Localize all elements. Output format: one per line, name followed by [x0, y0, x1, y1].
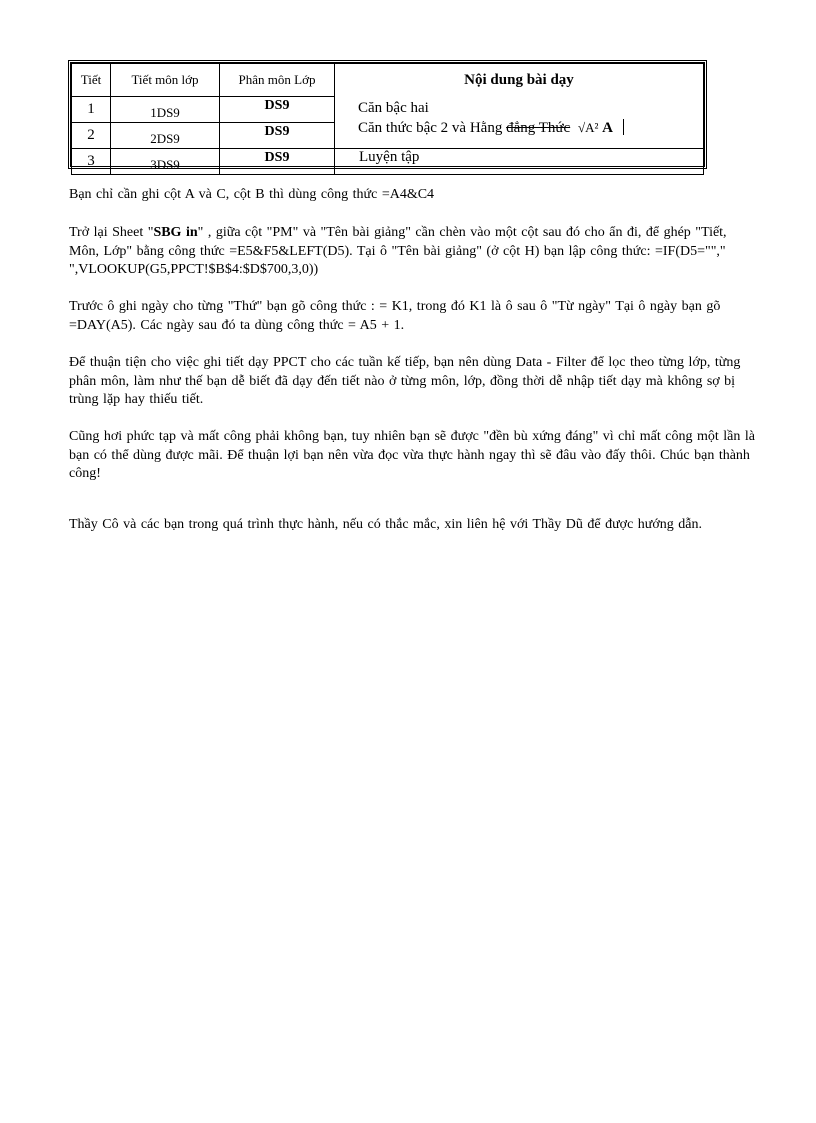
cell-tiet-mon-lop: 3DS9: [111, 149, 220, 175]
cell-phan-mon: DS9: [220, 97, 335, 123]
table-header-row: [72, 64, 704, 97]
cell-tiet-mon-lop: 1DS9: [111, 97, 220, 123]
paragraph-1: Bạn chỉ cần ghi cột A và C, cột B thì dùng công thức =A4&C4: [69, 187, 435, 202]
content-line-2: [358, 118, 624, 138]
formula-object: [578, 118, 598, 138]
formula-symbol: √A²: [577, 120, 599, 135]
header-noi-dung: Nội dung bài dạy: [335, 64, 704, 149]
lesson-content-lines: [358, 98, 624, 138]
content-line-1: Căn bậc hai: [358, 100, 429, 116]
formula-tail: A: [602, 120, 613, 136]
paragraph-2: [69, 224, 759, 280]
cell-tiet: 3: [72, 149, 111, 175]
paragraph-4: Để thuận tiện cho việc ghi tiết dạy PPCT cho các tuần kế tiếp, bạn nên dùng Data - Filter để lọc theo từng lớp, từng phân môn, làm như thế bạn dễ biết đã dạy đến tiết nào ở từng môn, lớp, đồng thời dễ nhập tiết dạy mà không sợ bị trùng lặp hay thiếu tiết.: [69, 355, 741, 407]
sheet-name: SBG in: [153, 225, 198, 240]
cell-phan-mon: DS9: [220, 149, 335, 175]
paragraph-2-start: Trở lại Sheet ": [69, 225, 154, 240]
header-tiet-mon-lop: Tiết môn lớp: [111, 64, 220, 97]
cell-tiet: 1: [72, 97, 111, 123]
paragraph-6: Thầy Cô và các bạn trong quá trình thực hành, nếu có thắc mắc, xin liên hệ với Thầy Dũ để được hướng dẫn.: [69, 517, 702, 532]
paragraph-3: Trước ô ghi ngày cho từng "Thứ" bạn gõ công thức : = K1, trong đó K1 là ô sau ô "Từ ngày" Tại ô ngày bạn gõ =DAY(A5). Các ngày sau đó ta dùng công thức = A5 + 1.: [69, 299, 721, 333]
cell-noi-dung: Luyện tập: [335, 149, 704, 175]
cell-tiet: 2: [72, 123, 111, 149]
cell-tiet-mon-lop: 2DS9: [111, 123, 220, 149]
header-tiet: Tiết: [72, 64, 111, 97]
paragraph-2-rest: " , giữa cột "PM" và "Tên bài giảng" cần chèn vào một cột sau đó cho ẩn đi, để ghép "Tiết, Môn, Lớp" bằng công thức =E5&F5&LEFT(D5). Tại ô "Tên bài giảng" (ở cột H) bạn lập công thức: =IF(D5=""," ",VLOOKUP(G5,PPCT!$B$4:$D$700,3,0)): [69, 225, 727, 277]
cell-phan-mon: DS9: [220, 123, 335, 149]
text-cursor: [623, 119, 624, 135]
content-line-2-struck: đẳng Thức: [506, 120, 571, 136]
paragraph-5: Cũng hơi phức tạp và mất công phải không bạn, tuy nhiên bạn sẽ được "đền bù xứng đáng" vì chỉ mất công một lần là bạn có thể dùng được mãi. Để thuận lợi bạn nên vừa đọc vừa thực hành ngay thì sẽ đâu vào đấy thôi. Chúc bạn thành công!: [69, 429, 755, 481]
content-line-2-text: Căn thức bậc 2 và Hằng: [358, 120, 503, 136]
header-phan-mon-lop: Phân môn Lớp: [220, 64, 335, 97]
table-row: [72, 149, 704, 175]
